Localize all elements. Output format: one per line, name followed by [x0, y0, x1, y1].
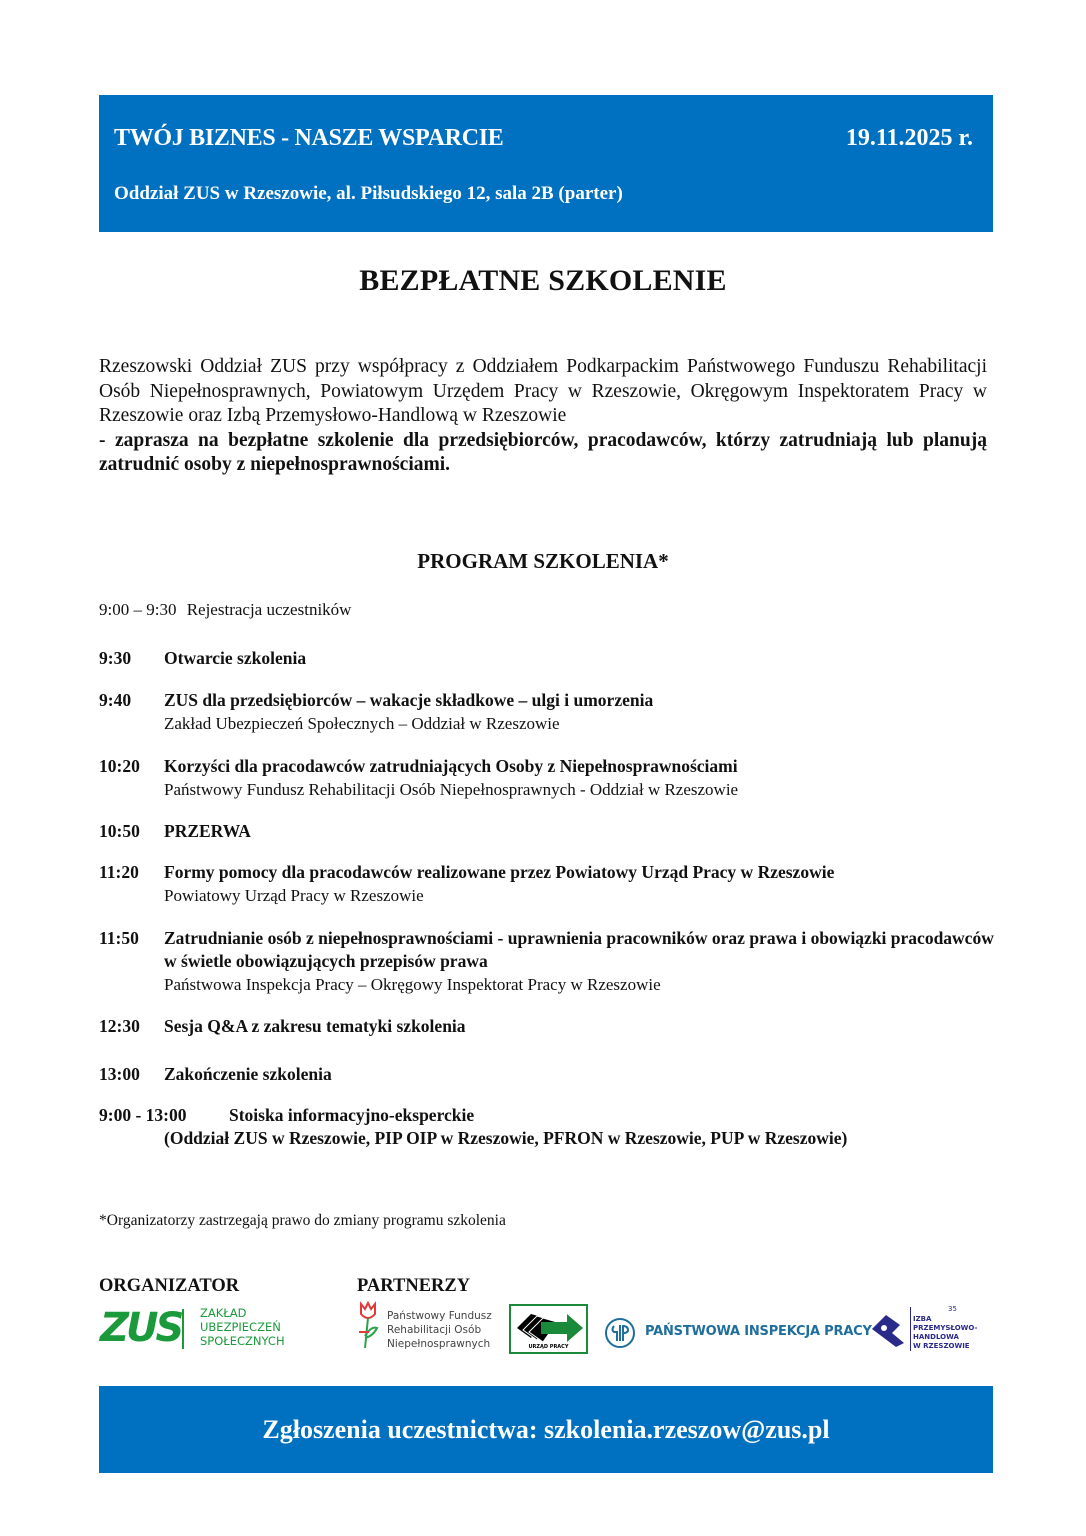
zus-logo-line: ZAKŁAD	[200, 1306, 247, 1320]
pfron-logo	[357, 1300, 497, 1355]
registration-contact[interactable]: Zgłoszenia uczestnictwa: szkolenia.rzeszow@zus.pl	[262, 1415, 830, 1444]
pfron-logo-line: Państwowy Fundusz	[387, 1310, 492, 1322]
event-venue: Oddział ZUS w Rzeszowie, al. Piłsudskiego 12, sala 2B (parter)	[114, 183, 623, 204]
footer-banner	[99, 1386, 993, 1473]
page-title: BEZPŁATNE SZKOLENIE	[359, 264, 727, 297]
agenda-title: Korzyści dla pracodawców zatrudniających Osoby z Niepełnosprawnościami	[164, 756, 738, 776]
zus-logo-text	[200, 1306, 285, 1348]
intro-invitation: - zaprasza na bezpłatne szkolenie dla przedsiębiorców, pracodawców, którzy zatrudniają lub planują zatrudnić osoby z niepełnosprawnościami.	[99, 429, 987, 475]
agenda-title: Otwarcie szkolenia	[164, 648, 307, 668]
agenda-time: 13:00	[99, 1064, 140, 1084]
agenda-title: Zatrudnianie osób z niepełnosprawnościami - uprawnienia pracowników oraz prawa i obowiązki pracodawców w świetle obowiązujących przepisów prawa	[164, 928, 994, 971]
event-title: TWÓJ BIZNES - NASZE WSPARCIE	[114, 125, 504, 151]
zus-logo-line: SPOŁECZNYCH	[200, 1334, 285, 1348]
organizer-label: ORGANIZATOR	[99, 1276, 240, 1296]
pfron-logo-line: Niepełnosprawnych	[387, 1338, 491, 1350]
logo-divider	[910, 1307, 911, 1351]
agenda-title: PRZERWA	[164, 821, 251, 841]
iph-logo-line: HANDLOWA	[913, 1333, 959, 1341]
agenda-presenter: Państwowa Inspekcja Pracy – Okręgowy Inspektorat Pracy w Rzeszowie	[164, 975, 661, 994]
agenda-time: 9:00 - 13:00	[99, 1105, 187, 1125]
zus-logo	[100, 1303, 290, 1353]
iph-logo-line: PRZEMYSŁOWO-	[913, 1324, 978, 1332]
agenda-title: Zakończenie szkolenia	[164, 1064, 332, 1084]
iph-logo-text	[913, 1315, 977, 1351]
footnote: *Organizatorzy zastrzegają prawo do zmiany programu szkolenia	[99, 1212, 506, 1229]
agenda-presenter: Powiatowy Urząd Pracy w Rzeszowie	[164, 886, 424, 905]
registration-time: 9:00 – 9:30	[99, 600, 177, 619]
urzad-pracy-logo-text: URZĄD PRACY	[528, 1344, 569, 1350]
agenda-presenter: Zakład Ubezpieczeń Społecznych – Oddział w Rzeszowie	[164, 714, 560, 733]
agenda-time: 11:50	[99, 928, 139, 948]
agenda-title: Stoiska informacyjno-eksperckie	[229, 1105, 475, 1125]
intro-paragraph	[99, 355, 987, 478]
urzad-pracy-arrow-icon	[511, 1308, 586, 1346]
agenda-time: 9:40	[99, 690, 132, 710]
pfron-logo-line: Rehabilitacji Osób	[387, 1324, 482, 1336]
agenda-time: 11:20	[99, 862, 139, 882]
iph-logo-line: W RZESZOWIE	[913, 1342, 970, 1350]
agenda-presenter: Państwowy Fundusz Rehabilitacji Osób Niepełnosprawnych - Oddział w Rzeszowie	[164, 780, 739, 799]
pip-emblem-icon	[605, 1318, 635, 1348]
iph-logo	[870, 1305, 990, 1353]
iph-emblem-icon	[870, 1313, 908, 1349]
logo-divider	[182, 1309, 184, 1349]
agenda-time: 9:30	[99, 648, 132, 668]
partners-label: PARTNERZY	[357, 1276, 471, 1296]
event-date: 19.11.2025 r.	[845, 125, 973, 151]
registration-label: Rejestracja uczestników	[186, 600, 352, 619]
iph-logo-line: IZBA	[913, 1315, 932, 1323]
intro-text: Rzeszowski Oddział ZUS przy współpracy z Oddziałem Podkarpackim Państwowego Funduszu Rehabilitacji Osób Niepełnosprawnych, Powiatowym Urzędem Pracy w Rzeszowie, Okręgowym Inspektoratem Pracy w Rzeszowie oraz Izbą Przemysłowo-Handlową w Rzeszowie	[99, 356, 987, 426]
agenda-stands-list: (Oddział ZUS w Rzeszowie, PIP OIP w Rzeszowie, PFRON w Rzeszowie, PUP w Rzeszowie)	[164, 1128, 848, 1148]
agenda-title: Sesja Q&A z zakresu tematyki szkolenia	[164, 1016, 466, 1036]
agenda-time: 10:20	[99, 756, 140, 776]
program-title: PROGRAM SZKOLENIA*	[417, 549, 669, 573]
iph-anniversary: 35	[948, 1305, 957, 1313]
agenda-title: Formy pomocy dla pracodawców realizowane przez Powiatowy Urząd Pracy w Rzeszowie	[164, 862, 835, 882]
pip-logo-text: PAŃSTWOWA INSPEKCJA PRACY	[645, 1324, 872, 1339]
agenda-time: 12:30	[99, 1016, 140, 1036]
registration-row	[99, 600, 351, 620]
urzad-pracy-logo	[509, 1304, 588, 1354]
header-banner	[99, 95, 993, 232]
zus-logo-line: UBEZPIECZEŃ	[200, 1320, 281, 1334]
pfron-logo-text	[387, 1309, 492, 1351]
agenda-time: 10:50	[99, 821, 140, 841]
zus-logo-word: ZUS	[100, 1305, 182, 1351]
pip-logo	[605, 1316, 872, 1350]
tulip-icon	[357, 1300, 379, 1350]
agenda-title: ZUS dla przedsiębiorców – wakacje składkowe – ulgi i umorzenia	[164, 690, 654, 710]
